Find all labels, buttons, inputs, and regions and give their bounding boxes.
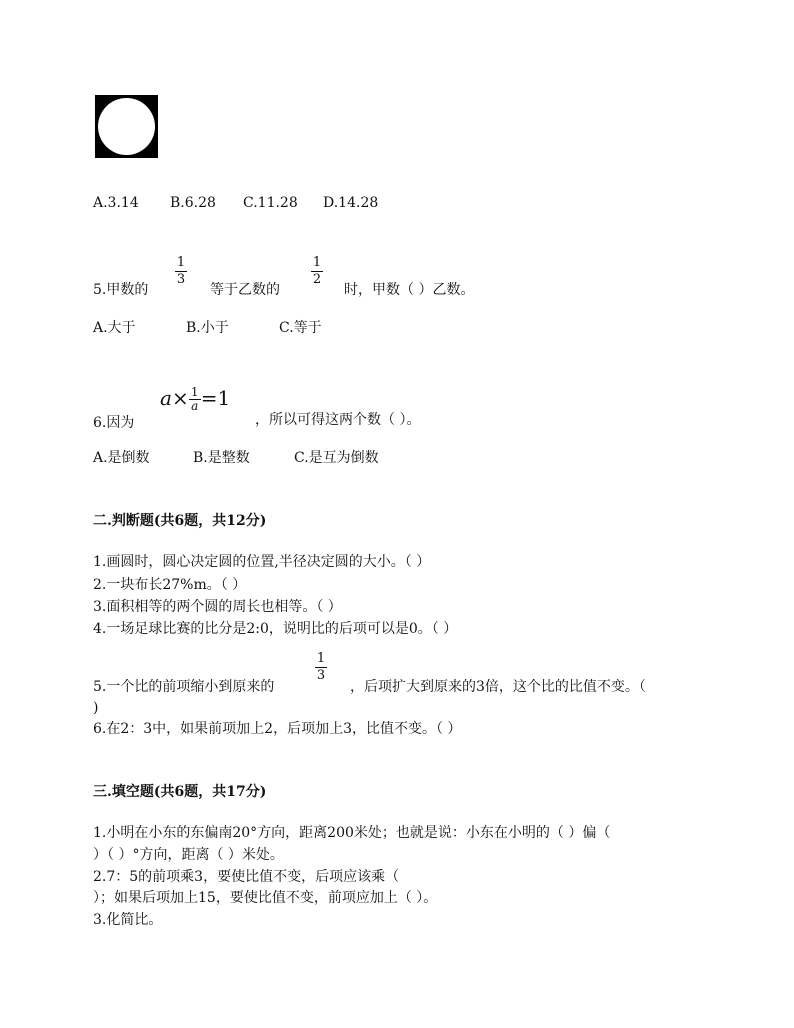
formula-fraction (189, 387, 201, 412)
section3-title: 三.填空题(共6题，共17分) (93, 784, 267, 800)
item5-frac-denominator: 3 (316, 668, 326, 683)
q4-option-d: D.14.28 (323, 195, 379, 211)
q4-option-a: A.3.14 (93, 195, 139, 211)
circle-in-square-figure (95, 95, 158, 158)
q5-fraction-2 (309, 256, 325, 287)
section2-item-3: 3.面积相等的两个圆的周长也相等。（ ） (93, 599, 342, 615)
formula-numerator: 1 (190, 385, 199, 399)
q5-prefix: 5.甲数的 (93, 282, 149, 298)
formula-a: a (160, 386, 172, 410)
section2-item-1: 1.画圆时，圆心决定圆的位置,半径决定圆的大小。（ ） (93, 554, 431, 570)
section3-line-1: 1.小明在小东的东偏南20°方向，距离200米处；也就是说：小东在小明的（ ）偏（ (93, 825, 611, 841)
section2-item-2: 2.一块布长27%m。（ ） (93, 577, 247, 593)
formula-denominator: a (191, 399, 199, 413)
section3-line-5: 3.化简比。 (93, 912, 163, 928)
q6-option-c: C.是互为倒数 (294, 450, 379, 466)
q5-frac2-denominator: 2 (312, 272, 322, 287)
q4-option-c: C.11.28 (243, 195, 298, 211)
section3-line-4: ）；如果后项加上15，要使比值不变，前项应加上（ ）。 (93, 890, 438, 906)
section2-item-4: 4.一场足球比赛的比分是2:0，说明比的后项可以是0。（ ） (93, 621, 458, 637)
q5-option-a: A.大于 (93, 320, 136, 336)
q5-option-b: B.小于 (186, 320, 229, 336)
section2-item-5-fraction (313, 652, 329, 683)
section3-line-3: 2.7：5的前项乘3，要使比值不变，后项应该乘（ (93, 869, 400, 885)
q6-formula (160, 386, 230, 412)
section2-item-6: 6.在2：3中，如果前项加上2，后项加上3，比值不变。（ ） (93, 721, 462, 737)
section2-item-5-prefix: 5.一个比的前项缩小到原来的 (93, 679, 275, 695)
q5-middle: 等于乙数的 (210, 282, 280, 298)
formula-equals: =1 (200, 386, 231, 410)
q4-option-b: B.6.28 (170, 195, 216, 211)
section2-title: 二.判断题(共6题，共12分) (93, 513, 267, 529)
q5-fraction-1 (173, 256, 189, 287)
q5-frac1-denominator: 3 (176, 272, 186, 287)
circle-shape (98, 98, 155, 155)
q5-frac1-numerator: 1 (176, 255, 186, 270)
q6-option-b: B.是整数 (193, 450, 250, 466)
section2-item-5-suffix: ，后项扩大到原来的3倍，这个比的比值不变。（ (350, 679, 646, 695)
formula-times: × (171, 386, 189, 410)
section2-item-5-cont: ) (93, 700, 99, 716)
q5-suffix: 时，甲数（ ）乙数。 (344, 282, 475, 298)
q6-prefix: 6.因为 (93, 415, 135, 431)
section3-line-2: ）（ ）°方向，距离（ ）米处。 (93, 847, 284, 863)
q6-suffix: ，所以可得这两个数（ ）。 (255, 412, 421, 428)
item5-frac-numerator: 1 (316, 651, 326, 666)
q5-option-c: C.等于 (279, 320, 322, 336)
q6-option-a: A.是倒数 (93, 450, 150, 466)
q5-frac2-numerator: 1 (312, 255, 322, 270)
